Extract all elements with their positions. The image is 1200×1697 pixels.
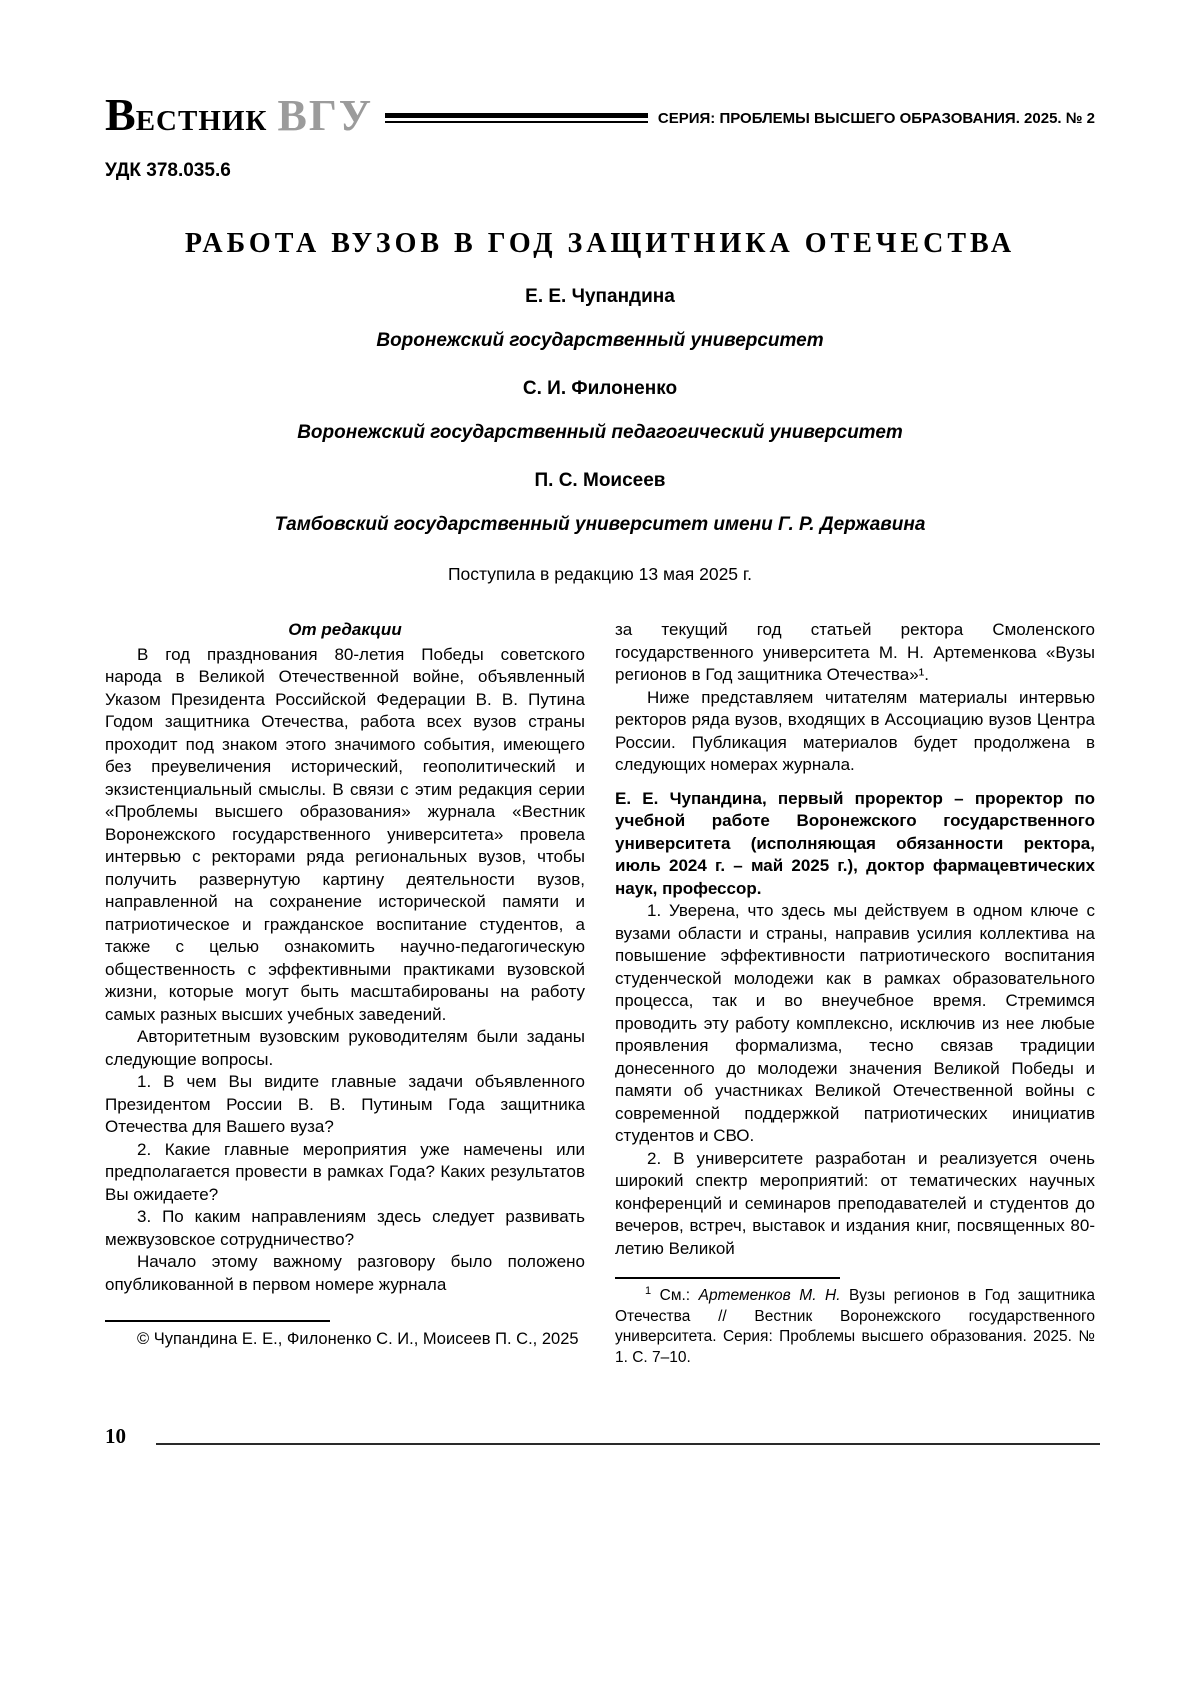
- byline: [105, 286, 1095, 585]
- copyright-line: © Чупандина Е. Е., Филоненко С. И., Моисеев П. С., 2025: [137, 1330, 579, 1349]
- page-footer: [105, 1426, 1100, 1447]
- right-column: [615, 619, 1095, 1368]
- received-date: Поступила в редакцию 13 мая 2025 г.: [447, 564, 753, 585]
- logo-word-rest: ЕСТНИК: [135, 105, 268, 137]
- author-affiliation: Воронежский государственный педагогический университет: [297, 422, 903, 444]
- author-affiliation: Воронежский государственный университет: [376, 330, 824, 352]
- footnote-separator: [615, 1277, 840, 1279]
- author-name: Е. Е. Чупандина: [525, 286, 675, 308]
- paragraph: В год празднования 80-летия Победы советского народа в Великой Отечественной войне, объявленный Указом Президента Российской Федерации В. В. Путина Годом защитника Отечества, работа всех вузов страны проходит под знаком этого значимого события, имеющего без преувеличения исторический, геополитический и экзистенциальный смыслы. В связи с этим редакция серии «Проблемы высшего образования» журнала «Вестник Воронежского государственного университета» провела интервью с ректорами ряда региональных вузов, чтобы получить развернутую картину деятельности вузов, направленной на сохранение исторической памяти и патриотическое и гражданское воспитание студентов, а также с целью ознакомить научно-педагогическую общественность с эффективными практиками вузовской жизни, которые могут быть масштабированы на работу самых разных высших учебных заведений.: [105, 644, 585, 1024]
- footer-rule: [156, 1443, 1100, 1445]
- footnote-prefix: См.:: [651, 1287, 699, 1305]
- footnote-text: [615, 1286, 1095, 1368]
- footnote-separator: [105, 1320, 330, 1322]
- copyright-block: [105, 1320, 585, 1351]
- udc-code: УДК 378.035.6: [105, 160, 231, 181]
- logo-initial-letter: В: [105, 89, 136, 140]
- footnote-block: [615, 1277, 1095, 1368]
- page-header: [105, 89, 1095, 140]
- answer-paragraph: 1. Уверена, что здесь мы действуем в одном ключе с вузами области и страны, направив усилия коллектива на повышение эффективности патриотического воспитания студенческой молодежи как в рамках образовательного процесса, так и во внеучебное время. Стремимся проводить эту работу комплексно, исключив из нее любые проявления формализма, тесно связав традиции донесенного до молодежи значения Великой Победы и памяти об участниках Великой Отечественной войны с современной поддержкой патриотических инициатив студентов и СВО.: [615, 901, 1095, 1146]
- footnote-marker: 1: [645, 1285, 652, 1298]
- footnote-author-italic: Артеменков М. Н.: [698, 1287, 841, 1305]
- author-name: П. С. Моисеев: [534, 470, 666, 492]
- author-affiliation: Тамбовский государственный университет имени Г. Р. Державина: [274, 514, 926, 536]
- speaker-intro: Е. Е. Чупандина, первый проректор – проректор по учебной работе Воронежского государственного университета (исполняющая обязанности ректора, июль 2024 г. – май 2025 г.), доктор фармацевтических наук, профессор.: [615, 788, 1095, 898]
- journal-logo: [105, 89, 374, 140]
- question-paragraph: 2. Какие главные мероприятия уже намечены или предполагается провести в рамках Года? Каких результатов Вы ожидаете?: [105, 1139, 585, 1204]
- question-paragraph: 1. В чем Вы видите главные задачи объявленного Президентом России В. В. Путиным Года защитника Отечества для Вашего вуза?: [105, 1072, 585, 1137]
- header-double-rule: [385, 113, 648, 123]
- question-paragraph: 3. По каким направлениям здесь следует развивать межвузовское сотрудничество?: [105, 1207, 585, 1249]
- left-column: [105, 619, 585, 1368]
- paragraph: Ниже представляем читателям материалы интервью ректоров ряда вузов, входящих в Ассоциацию вузов Центра России. Публикация материалов будет продолжена в следующих номерах журнала.: [615, 687, 1095, 775]
- footnote-reference: Вузы регионов в Год защитника Отечества // Вестник Воронежского государственного университета. Серия: Проблемы высшего образования. 2025. № 1. С. 7–10.: [615, 1287, 1096, 1366]
- answer-paragraph: 2. В университете разработан и реализуется очень широкий спектр мероприятий: от тематических научных конференций и семинаров преподавателей и студентов до вечеров, встреч, выставок и издания книг, посвященных 80-летию Великой: [615, 1148, 1095, 1258]
- article-title: РАБОТА ВУЗОВ В ГОД ЗАЩИТНИКА ОТЕЧЕСТВА: [184, 228, 1016, 259]
- section-heading-editorial: От редакции: [288, 620, 402, 640]
- page-number: 10: [105, 1424, 126, 1448]
- paragraph: Начало этому важному разговору было положено опубликованной в первом номере журнала: [105, 1252, 585, 1294]
- paragraph: Авторитетным вузовским руководителям были заданы следующие вопросы.: [105, 1027, 585, 1069]
- author-name: С. И. Филоненко: [522, 378, 678, 400]
- paragraph: за текущий год статьей ректора Смоленского государственного университета М. Н. Артеменкова «Вузы регионов в Год защитника Отечества»¹.: [615, 620, 1095, 685]
- series-title: СЕРИЯ: ПРОБЛЕМЫ ВЫСШЕГО ОБРАЗОВАНИЯ. 2025. № 2: [657, 109, 1095, 127]
- article-body: [105, 619, 1095, 1368]
- logo-acronym: ВГУ: [277, 91, 374, 140]
